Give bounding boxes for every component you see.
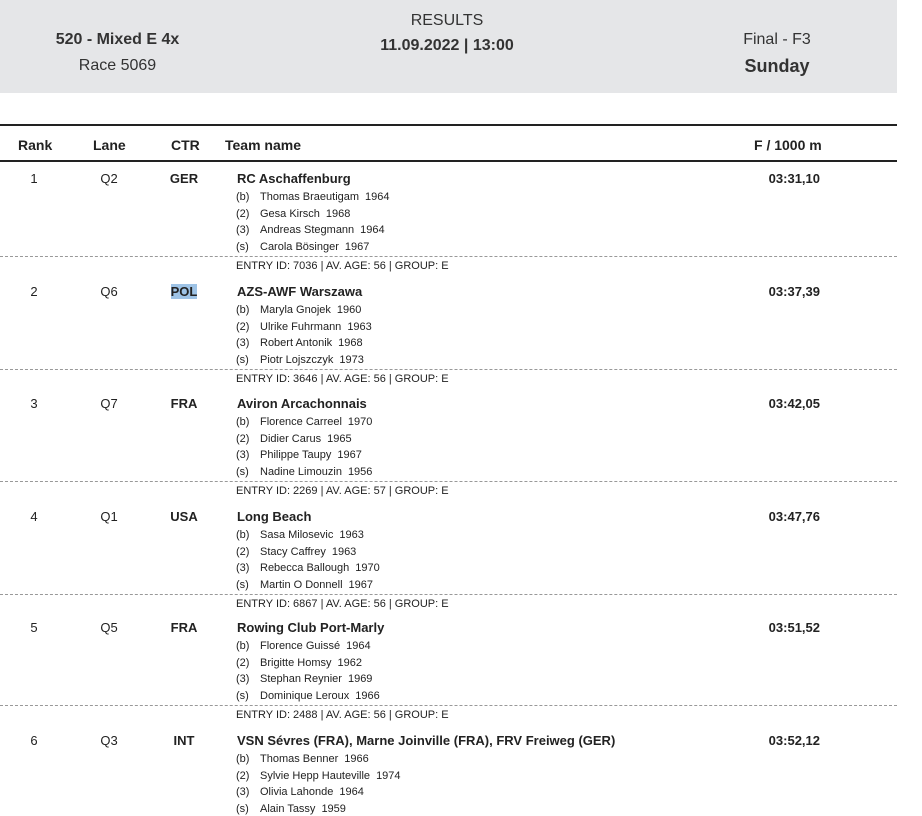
crew-birth-year: 1964 [365,191,390,203]
country-code: FRA [170,396,198,411]
crew-birth-year: 1966 [355,689,380,702]
crew-birth-year: 1966 [344,753,369,765]
lane-cell: Q7 [100,396,118,411]
row-divider [0,481,897,482]
country-cell [160,509,208,524]
table-row [0,387,897,500]
crew-member [236,449,372,466]
rank-cell: 1 [30,171,38,186]
crew-seat: (3) [236,337,250,349]
crew-member [236,433,372,450]
col-team: Team name [225,137,301,153]
race-datetime: 11.09.2022 | 13:00 [380,37,514,54]
team-name: VSN Sévres (FRA), Marne Joinville (FRA), FRV Freiweg (GER) [237,733,616,748]
crew-birth-year: 1974 [376,769,401,782]
country-code: POL [170,284,198,299]
team-name: Long Beach [237,509,312,524]
crew-list [236,529,380,595]
crew-member [236,690,380,707]
crew-name: Sylvie Hepp Hauteville [260,769,371,782]
lane-cell: Q3 [100,733,118,748]
row-divider [0,256,897,257]
crew-name: Martin O Donnell [260,578,343,591]
crew-seat: (2) [236,207,250,220]
crew-name: Brigitte Homsy [260,656,332,669]
lane-cell: Q2 [100,171,118,186]
team-name: AZS-AWF Warszawa [237,284,363,299]
finish-time: 03:37,39 [768,284,820,299]
crew-seat: (b) [236,753,250,765]
entry-info: ENTRY ID: 2488 | AV. AGE: 56 | GROUP: E [236,709,449,721]
crew-birth-year: 1967 [344,240,370,253]
crew-seat: (s) [236,578,249,591]
crew-member [236,337,372,354]
crew-birth-year: 1963 [347,320,372,333]
crew-name: Thomas Benner [260,753,339,765]
crew-birth-year: 1963 [339,529,364,541]
country-code: FRA [170,620,198,635]
crew-birth-year: 1967 [337,449,362,461]
crew-member [236,529,380,546]
crew-member [236,224,390,241]
crew-seat: (b) [236,304,250,316]
lane-cell: Q1 [100,509,118,524]
crew-member [236,786,401,803]
row-divider [0,369,897,370]
crew-name: Alain Tassy [260,802,316,815]
country-cell [160,396,208,411]
crew-name: Thomas Braeutigam [260,191,360,203]
crew-member [236,562,380,579]
results-table-body [0,162,897,816]
crew-seat: (3) [236,786,250,798]
crew-birth-year: 1959 [321,802,346,815]
crew-name: Dominique Leroux [260,689,350,702]
crew-name: Olivia Lahonde [260,786,334,798]
table-row [0,724,897,816]
crew-member [236,640,380,657]
crew-name: Andreas Stegmann [260,224,355,236]
crew-member [236,753,401,770]
crew-list [236,416,372,482]
row-divider [0,705,897,706]
rank-cell: 2 [30,284,38,299]
results-title: RESULTS [410,12,484,29]
crew-list [236,191,390,257]
crew-seat: (s) [236,465,249,478]
col-ctr: CTR [171,137,200,153]
col-rank: Rank [18,137,53,153]
country-cell [160,171,208,186]
crew-name: Philippe Taupy [260,449,332,461]
crew-seat: (2) [236,320,250,333]
crew-seat: (s) [236,689,249,702]
crew-seat: (3) [236,449,250,461]
crew-birth-year: 1964 [339,786,364,798]
entry-info: ENTRY ID: 2269 | AV. AGE: 57 | GROUP: E [236,485,449,497]
results-header [0,0,897,93]
crew-seat: (b) [236,529,250,541]
country-code: GER [169,171,199,186]
finish-time: 03:42,05 [768,396,820,411]
crew-list [236,304,372,370]
crew-birth-year: 1963 [331,545,357,558]
country-cell [160,733,208,748]
crew-name: Nadine Limouzin [260,465,342,478]
crew-name: Robert Antonik [260,337,333,349]
crew-member [236,354,372,371]
entry-info: ENTRY ID: 6867 | AV. AGE: 56 | GROUP: E [236,598,449,610]
crew-member [236,579,380,596]
finish-time: 03:52,12 [768,733,820,748]
crew-birth-year: 1956 [347,465,373,478]
crew-seat: (s) [236,353,249,366]
crew-name: Stacy Caffrey [260,545,326,558]
crew-seat: (b) [236,191,250,203]
final-label: Final - F3 [743,31,811,48]
crew-member [236,416,372,433]
crew-birth-year: 1964 [360,224,385,236]
crew-seat: (3) [236,673,250,685]
crew-birth-year: 1964 [346,640,371,652]
crew-name: Didier Carus [260,432,322,445]
crew-birth-year: 1970 [355,562,380,574]
crew-member [236,208,390,225]
entry-info: ENTRY ID: 3646 | AV. AGE: 56 | GROUP: E [236,373,449,385]
country-code: USA [170,509,198,524]
rank-cell: 6 [30,733,38,748]
entry-info: ENTRY ID: 7036 | AV. AGE: 56 | GROUP: E [236,260,449,272]
crew-seat: (s) [236,240,249,253]
race-day: Sunday [744,56,810,76]
crew-birth-year: 1967 [348,578,374,591]
crew-name: Rebecca Ballough [260,562,350,574]
crew-member [236,657,380,674]
country-code: INT [173,733,195,748]
table-row [0,500,897,611]
crew-name: Gesa Kirsch [260,207,320,220]
crew-name: Ulrike Fuhrmann [260,320,342,333]
team-name: Aviron Arcachonnais [237,396,367,411]
crew-name: Maryla Gnojek [260,304,331,316]
crew-name: Stephan Reynier [260,673,342,685]
row-divider [0,594,897,595]
crew-seat: (2) [236,769,250,782]
finish-time: 03:31,10 [768,171,820,186]
crew-birth-year: 1973 [339,353,364,366]
event-name: 520 - Mixed E 4x [55,31,180,48]
crew-name: Florence Guissé [260,640,341,652]
crew-seat: (b) [236,640,250,652]
crew-member [236,321,372,338]
crew-birth-year: 1969 [347,673,373,685]
rank-cell: 5 [30,620,38,635]
lane-cell: Q6 [100,284,118,299]
rank-cell: 3 [30,396,38,411]
crew-member [236,803,401,816]
race-number: Race 5069 [78,57,157,74]
crew-member [236,770,401,787]
crew-name: Sasa Milosevic [260,529,334,541]
crew-member [236,304,372,321]
crew-seat: (s) [236,802,249,815]
crew-member [236,546,380,563]
rank-cell: 4 [30,509,38,524]
crew-birth-year: 1970 [347,416,373,428]
country-cell [160,284,208,299]
crew-name: Piotr Lojszczyk [260,353,334,366]
crew-birth-year: 1965 [327,432,352,445]
crew-name: Carola Bösinger [260,240,339,253]
finish-time: 03:47,76 [768,509,820,524]
finish-time: 03:51,52 [768,620,820,635]
crew-member [236,673,380,690]
crew-seat: (3) [236,224,250,236]
crew-seat: (b) [236,416,250,428]
table-row [0,162,897,275]
team-name: Rowing Club Port-Marly [237,620,385,635]
crew-birth-year: 1962 [337,656,363,669]
table-row [0,275,897,387]
crew-seat: (3) [236,562,250,574]
crew-seat: (2) [236,432,250,445]
crew-birth-year: 1968 [325,207,351,220]
crew-list [236,753,401,816]
table-row [0,611,897,724]
table-header [0,124,897,162]
col-lane: Lane [93,137,126,153]
col-time: F / 1000 m [754,137,822,153]
crew-seat: (2) [236,545,250,558]
crew-birth-year: 1960 [336,304,362,316]
crew-member [236,191,390,208]
crew-name: Florence Carreel [260,416,342,428]
team-name: RC Aschaffenburg [237,171,351,186]
crew-list [236,640,380,706]
country-cell [160,620,208,635]
crew-member [236,466,372,483]
lane-cell: Q5 [100,620,118,635]
crew-seat: (2) [236,656,250,669]
crew-member [236,241,390,258]
crew-birth-year: 1968 [338,337,363,349]
